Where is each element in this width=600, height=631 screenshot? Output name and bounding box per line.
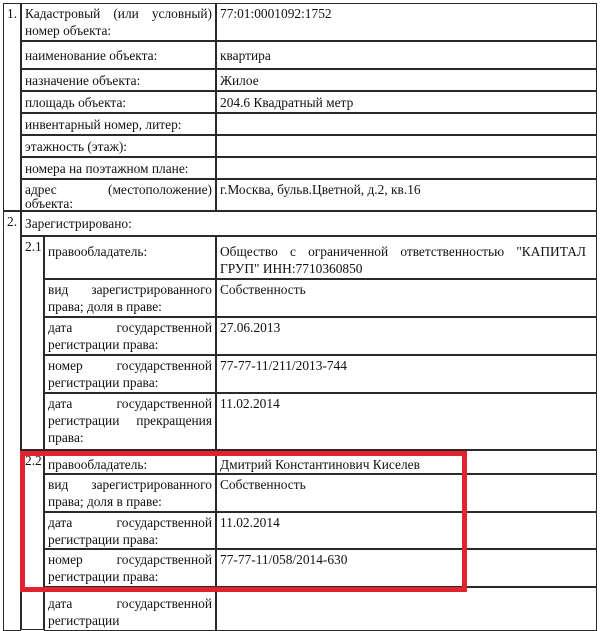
entry-2-2-holder-value: Дмитрий Константинович Киселев	[216, 450, 597, 474]
floor-label: этажность (этаж):	[21, 135, 216, 157]
entry-2-2-right-type-value: Собственность	[216, 474, 597, 512]
entry-2-1-holder-label: правообладатель:	[44, 236, 216, 279]
inventory-label: инвентарный номер, литер:	[21, 113, 216, 135]
inventory-value	[216, 113, 597, 135]
entry-2-1-reg-number-value: 77-77-11/211/2013-744	[216, 355, 597, 393]
cadastral-value: 77:01:0001092:1752	[216, 3, 597, 41]
address-value: г.Москва, бульв.Цветной, д.2, кв.16	[216, 179, 597, 211]
section-2-title: Зарегистрировано:	[21, 211, 597, 236]
entry-2-1-number: 2.1	[21, 236, 44, 450]
plan-numbers-label: номера на поэтажном плане:	[21, 157, 216, 179]
entry-2-1-right-type-value: Собственность	[216, 279, 597, 317]
entry-2-1-end-date-value: 11.02.2014	[216, 393, 597, 450]
entry-2-1-reg-date-label: дата государственной регистрации права:	[44, 317, 216, 355]
object-area-value: 204.6 Квадратный метр	[216, 91, 597, 113]
address-label	[21, 179, 216, 211]
entry-2-1-right-type-label: вид зарегистрированного права; доля в праве:	[44, 279, 216, 317]
cadastral-label: Кадастровый (или условный) номер объекта:	[21, 3, 216, 41]
object-name-value: квартира	[216, 41, 597, 69]
entry-2-2-reg-number-label: номер государственной регистрации права:	[44, 549, 216, 587]
object-purpose-value: Жилое	[216, 69, 597, 91]
entry-2-2-reg-date-label: дата государственной регистрации права:	[44, 512, 216, 549]
plan-numbers-value	[216, 157, 597, 179]
address-label-word: адрес	[25, 182, 57, 197]
floor-value	[216, 135, 597, 157]
address-label-location: (местоположение)	[107, 182, 212, 197]
entry-2-2-end-date-label: дата государственной регистрации	[44, 587, 216, 631]
entry-2-2-reg-date-value: 11.02.2014	[216, 512, 597, 549]
object-name-label: наименование объекта:	[21, 41, 216, 69]
entry-2-1-end-date-label: дата государственной регистрации прекращения права:	[44, 393, 216, 450]
section-2-number: 2.	[3, 211, 21, 631]
entry-2-1-reg-date-value: 27.06.2013	[216, 317, 597, 355]
entry-2-1-reg-number-label: номер государственной регистрации права:	[44, 355, 216, 393]
entry-2-2-reg-number-value: 77-77-11/058/2014-630	[216, 549, 597, 587]
address-label-object: объекта:	[25, 196, 74, 211]
entry-2-2-end-date-value	[216, 587, 597, 631]
entry-2-2-right-type-label: вид зарегистрированного права; доля в праве:	[44, 474, 216, 512]
section-1-number: 1.	[3, 3, 21, 211]
object-purpose-label: назначение объекта:	[21, 69, 216, 91]
entry-2-2-holder-label: правообладатель:	[44, 450, 216, 474]
entry-2-2-number: 2.2	[21, 450, 44, 630]
registry-extract	[3, 3, 595, 628]
object-area-label: площадь объекта:	[21, 91, 216, 113]
entry-2-1-holder-value: Общество с ограниченной ответственностью "КАПИТАЛ ГРУП" ИНН:7710360850	[216, 236, 597, 279]
